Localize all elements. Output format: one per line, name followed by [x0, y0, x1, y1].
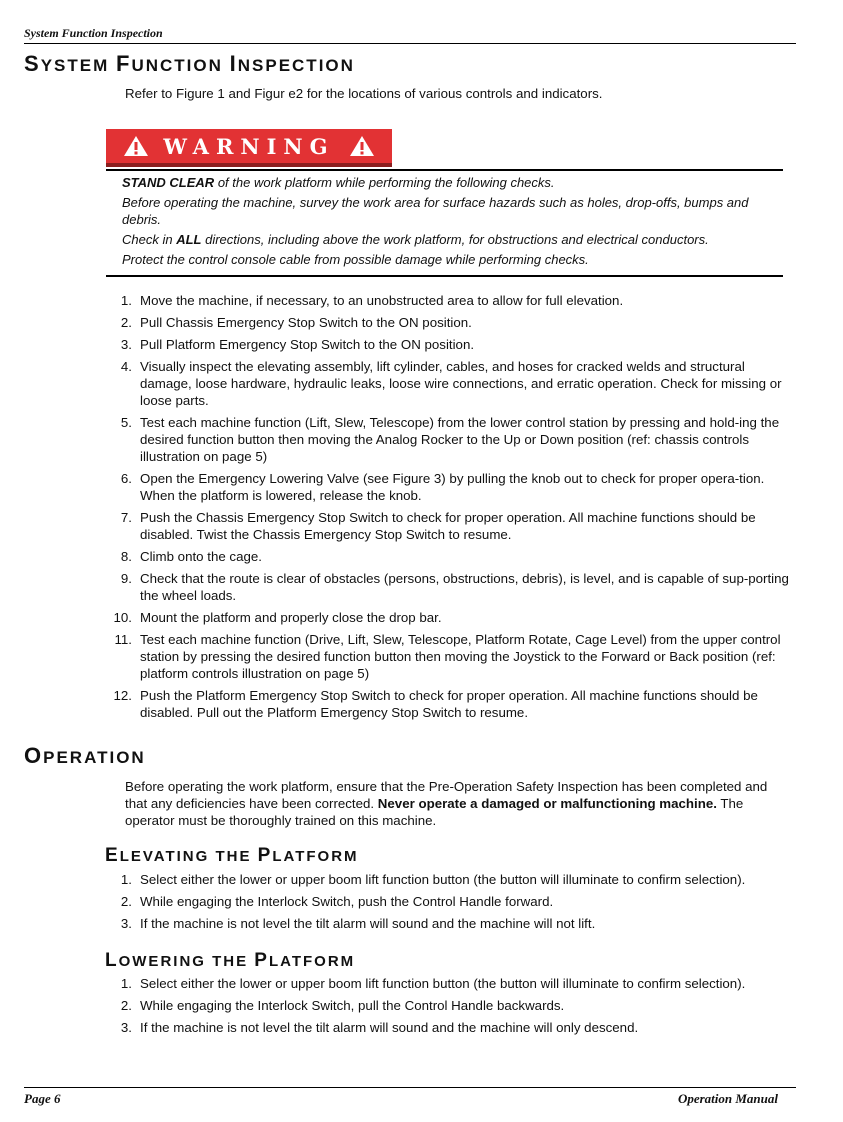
section-title-system-function-inspection: SYSTEM FUNCTION INSPECTION	[24, 51, 355, 76]
warning-top-rule	[106, 169, 783, 171]
list-item: 5. Test each machine function (Lift, Slew, Telescope) from the lower control station by pressing and hold-ing the desired function button then moving the Analog Rocker to the Up or Down position (ref: chassis controls illustration on page 5)	[120, 415, 780, 464]
warning-line-2: Before operating the machine, survey the work area for surface hazards such as holes, drop-offs, bumps and debris.	[122, 195, 749, 227]
running-header: System Function Inspection	[24, 26, 796, 44]
list-item: 2. While engaging the Interlock Switch, push the Control Handle forward.	[120, 894, 554, 909]
warning-triangle-icon	[123, 135, 149, 157]
list-item: 3. Pull Platform Emergency Stop Switch to the ON position.	[120, 337, 475, 352]
list-item: 2. While engaging the Interlock Switch, pull the Control Handle backwards.	[120, 998, 565, 1013]
warning-banner	[106, 129, 392, 167]
list-item: 1. Select either the lower or upper boom lift function button (the button will illuminate to confirm selection).	[120, 872, 746, 887]
list-item: 1. Move the machine, if necessary, to an unobstructed area to allow for full elevation.	[120, 293, 624, 308]
warning-bottom-rule	[106, 275, 783, 277]
list-item: 1. Select either the lower or upper boom lift function button (the button will illuminate to confirm selection).	[120, 976, 746, 991]
subsection-title-lowering: LOWERING THE PLATFORM	[105, 950, 356, 971]
inspection-steps-list	[110, 292, 790, 726]
list-item: 8. Climb onto the cage.	[120, 549, 262, 564]
list-item: 11. Test each machine function (Drive, Lift, Slew, Telescope, Platform Rotate, Cage Level) from the upper control station by pressing the desired function button then moving the Joystick to the Forward or Back position (ref: platform controls illustration on page 5)	[114, 632, 781, 681]
list-item: 4. Visually inspect the elevating assembly, lift cylinder, cables, and hoses for cracked welds and structural damage, loose hardware, hydraulic leaks, loose wire connections, and erratic operation. Check for missing or loose parts.	[120, 359, 782, 408]
inspection-intro: Refer to Figure 1 and Figur e2 for the locations of various controls and indicators.	[125, 86, 603, 101]
elevating-steps-list	[110, 871, 790, 937]
list-item: 2. Pull Chassis Emergency Stop Switch to the ON position.	[120, 315, 472, 330]
warning-text	[122, 174, 782, 271]
manual-name: Operation Manual	[677, 1091, 778, 1106]
warning-line-3: Check in ALL directions, including above the work platform, for obstructions and electrical conductors.	[122, 232, 709, 247]
list-item: 3. If the machine is not level the tilt alarm will sound and the machine will only descend.	[120, 1020, 639, 1035]
list-item: 9. Check that the route is clear of obstacles (persons, obstructions, debris), is level, and is capable of sup-porting the wheel loads.	[120, 571, 789, 603]
subsection-title-elevating: ELEVATING THE PLATFORM	[105, 845, 359, 866]
section-title-operation: OPERATION	[24, 743, 146, 768]
warning-triangle-icon	[349, 135, 375, 157]
warning-label: WARNING	[163, 134, 335, 159]
list-item: 12. Push the Platform Emergency Stop Switch to check for proper operation. All machine functions should be disabled. Pull out the Platform Emergency Stop Switch to resume.	[113, 688, 758, 720]
page-number: Page 6	[24, 1091, 61, 1106]
page-footer	[24, 1087, 796, 1107]
warning-line-4: Protect the control console cable from possible damage while performing checks.	[122, 252, 589, 267]
lowering-steps-list	[110, 975, 790, 1041]
warning-line-1: STAND CLEAR of the work platform while performing the following checks.	[122, 175, 555, 190]
operation-intro: Before operating the work platform, ensure that the Pre-Operation Safety Inspection has been completed and that any deficiencies have been corrected. Never operate a damaged or malfunctioning machine. The operator must be thoroughly trained on this machine.	[125, 779, 768, 828]
list-item: 10. Mount the platform and properly close the drop bar.	[113, 610, 442, 625]
list-item: 7. Push the Chassis Emergency Stop Switch to check for proper operation. All machine functions should be disabled. Twist the Chassis Emergency Stop Switch to resume.	[120, 510, 756, 542]
list-item: 3. If the machine is not level the tilt alarm will sound and the machine will not lift.	[120, 916, 596, 931]
list-item: 6. Open the Emergency Lowering Valve (see Figure 3) by pulling the knob out to check for proper opera-tion. When the platform is lowered, release the knob.	[120, 471, 765, 503]
